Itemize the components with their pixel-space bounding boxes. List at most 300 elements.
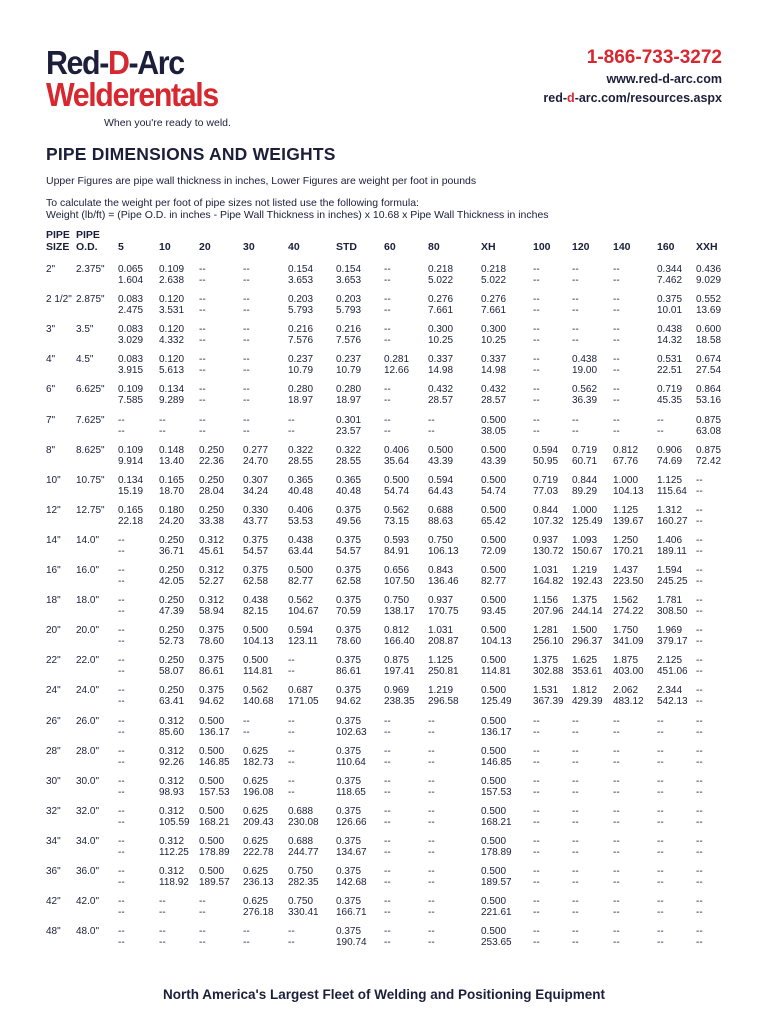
pipe-size-cell: 28" bbox=[46, 745, 61, 757]
wall-thickness-value: -- bbox=[533, 324, 540, 336]
weight-per-foot-value: 7.576 bbox=[288, 335, 314, 347]
wall-thickness-value: 0.500 bbox=[243, 625, 269, 637]
wall-thickness-value: 1.375 bbox=[533, 655, 559, 667]
wall-thickness-value: -- bbox=[384, 715, 391, 727]
wall-thickness-value: 0.864 bbox=[696, 384, 722, 396]
weight-per-foot-value: 123.11 bbox=[288, 636, 318, 648]
weight-per-foot-value: 28.55 bbox=[288, 455, 314, 467]
wall-thickness-value: -- bbox=[384, 414, 391, 426]
schedule-value-cell bbox=[118, 836, 125, 858]
schedule-value-cell bbox=[336, 384, 361, 406]
weight-per-foot-value: 542.13 bbox=[657, 696, 688, 708]
weight-per-foot-value: 63.44 bbox=[288, 545, 314, 557]
weight-per-foot-value: -- bbox=[428, 816, 435, 828]
schedule-value-cell bbox=[481, 836, 512, 858]
schedule-value-cell bbox=[336, 746, 366, 768]
table-header bbox=[0, 229, 768, 255]
weight-per-foot-value: 178.89 bbox=[199, 846, 230, 858]
wall-thickness-value: -- bbox=[118, 745, 125, 757]
schedule-value-cell bbox=[199, 866, 230, 888]
wall-thickness-value: -- bbox=[613, 866, 620, 877]
wall-thickness-value: -- bbox=[243, 354, 250, 366]
schedule-value-cell bbox=[657, 866, 664, 888]
schedule-value-cell bbox=[481, 294, 506, 316]
wall-thickness-value: 0.375 bbox=[336, 715, 362, 727]
weight-per-foot-value: -- bbox=[613, 726, 620, 738]
wall-thickness-value: 0.875 bbox=[696, 414, 722, 426]
schedule-value-cell bbox=[159, 354, 184, 376]
wall-thickness-value: 0.375 bbox=[336, 805, 362, 817]
table-row bbox=[0, 324, 768, 348]
schedule-value-cell bbox=[572, 324, 579, 346]
wall-thickness-value: -- bbox=[428, 414, 435, 426]
schedule-value-cell bbox=[572, 445, 597, 467]
wall-thickness-value: 0.406 bbox=[288, 504, 314, 516]
wall-thickness-value: 0.600 bbox=[696, 324, 722, 336]
weight-per-foot-value: 49.56 bbox=[336, 515, 362, 527]
schedule-value-cell bbox=[481, 716, 512, 738]
wall-thickness-value: 0.562 bbox=[572, 384, 598, 396]
schedule-value-cell bbox=[696, 354, 721, 376]
weight-per-foot-value: -- bbox=[428, 786, 435, 798]
schedule-value-cell bbox=[657, 264, 682, 286]
schedule-value-cell bbox=[428, 415, 435, 437]
wall-thickness-value: 0.312 bbox=[199, 534, 225, 546]
weight-per-foot-value: 27.54 bbox=[696, 365, 722, 377]
wall-thickness-value: 0.438 bbox=[243, 595, 269, 607]
wall-thickness-value: 0.562 bbox=[243, 685, 269, 697]
schedule-value-cell bbox=[384, 445, 409, 467]
schedule-value-cell bbox=[118, 505, 143, 527]
wall-thickness-value: 1.750 bbox=[613, 625, 639, 637]
schedule-value-cell bbox=[481, 595, 506, 617]
wall-thickness-value: -- bbox=[657, 775, 664, 787]
header-schedule: 10 bbox=[159, 241, 171, 253]
website-link[interactable]: www.red-d-arc.com bbox=[606, 72, 722, 86]
schedule-value-cell bbox=[243, 264, 250, 286]
wall-thickness-value: -- bbox=[696, 775, 703, 787]
wall-thickness-value: -- bbox=[572, 805, 579, 817]
schedule-value-cell bbox=[199, 806, 230, 828]
weight-per-foot-value: 22.36 bbox=[199, 455, 225, 467]
weight-per-foot-value: 9.029 bbox=[696, 275, 722, 286]
weight-per-foot-value: 42.05 bbox=[159, 576, 185, 587]
wall-thickness-value: 0.083 bbox=[118, 324, 144, 336]
weight-per-foot-value: -- bbox=[657, 816, 664, 828]
wall-thickness-value: 1.125 bbox=[657, 474, 683, 486]
weight-per-foot-value: 10.79 bbox=[288, 365, 314, 377]
weight-per-foot-value: 330.41 bbox=[288, 907, 319, 919]
schedule-value-cell bbox=[696, 866, 703, 888]
schedule-value-cell bbox=[199, 896, 206, 918]
wall-thickness-value: 0.937 bbox=[533, 534, 559, 546]
wall-thickness-value: 0.250 bbox=[159, 685, 185, 697]
wall-thickness-value: -- bbox=[428, 835, 435, 847]
wall-thickness-value: -- bbox=[613, 324, 620, 336]
wall-thickness-value: -- bbox=[572, 324, 579, 336]
schedule-value-cell bbox=[243, 685, 274, 707]
schedule-value-cell bbox=[481, 625, 512, 647]
weight-per-foot-value: 12.66 bbox=[384, 365, 410, 377]
wall-thickness-value: 0.148 bbox=[159, 444, 185, 456]
wall-thickness-value: -- bbox=[696, 896, 703, 908]
wall-thickness-value: -- bbox=[288, 655, 295, 667]
weight-per-foot-value: -- bbox=[384, 786, 391, 798]
wall-thickness-value: -- bbox=[118, 866, 125, 877]
wall-thickness-value: 0.500 bbox=[481, 534, 507, 546]
wall-thickness-value: 0.436 bbox=[696, 264, 722, 275]
wall-thickness-value: -- bbox=[199, 324, 206, 336]
schedule-value-cell bbox=[118, 475, 143, 497]
schedule-value-cell bbox=[243, 384, 250, 406]
schedule-value-cell bbox=[696, 896, 703, 918]
schedule-value-cell bbox=[657, 896, 664, 918]
table-row bbox=[0, 625, 768, 649]
weight-per-foot-value: -- bbox=[288, 425, 295, 437]
pipe-od-cell: 22.0" bbox=[76, 655, 100, 667]
weight-per-foot-value: -- bbox=[118, 846, 125, 858]
weight-per-foot-value: -- bbox=[696, 907, 703, 919]
header-schedule: 20 bbox=[199, 241, 211, 253]
schedule-value-cell bbox=[384, 505, 409, 527]
wall-thickness-value: -- bbox=[243, 926, 250, 938]
weight-per-foot-value: 92.26 bbox=[159, 756, 185, 768]
table-row bbox=[0, 384, 768, 408]
wall-thickness-value: 0.312 bbox=[159, 715, 185, 727]
weight-per-foot-value: 13.40 bbox=[159, 455, 185, 467]
weight-per-foot-value: -- bbox=[533, 756, 540, 768]
schedule-value-cell bbox=[428, 926, 435, 948]
schedule-value-cell bbox=[428, 595, 459, 617]
schedule-value-cell bbox=[533, 595, 564, 617]
pipe-size-cell: 48" bbox=[46, 926, 61, 938]
schedule-value-cell bbox=[533, 415, 540, 437]
schedule-value-cell bbox=[428, 866, 435, 888]
weight-per-foot-value: 73.15 bbox=[384, 515, 410, 527]
wall-thickness-value: -- bbox=[657, 715, 664, 727]
wall-thickness-value: -- bbox=[288, 745, 295, 757]
weight-per-foot-value: 28.57 bbox=[481, 395, 507, 407]
pipe-size-cell: 7" bbox=[46, 414, 56, 426]
schedule-value-cell bbox=[657, 746, 664, 768]
wall-thickness-value: 0.594 bbox=[428, 474, 454, 486]
wall-thickness-value: -- bbox=[384, 294, 391, 306]
schedule-value-cell bbox=[481, 505, 506, 527]
wall-thickness-value: -- bbox=[533, 294, 540, 306]
schedule-value-cell bbox=[243, 776, 274, 798]
wall-thickness-value: -- bbox=[118, 595, 125, 607]
weight-per-foot-value: -- bbox=[384, 816, 391, 828]
wall-thickness-value: -- bbox=[696, 595, 703, 607]
pipe-size-cell: 34" bbox=[46, 835, 61, 847]
table-row bbox=[0, 264, 768, 288]
pipe-od-cell: 30.0" bbox=[76, 775, 100, 787]
schedule-value-cell bbox=[288, 384, 313, 406]
wall-thickness-value: 0.083 bbox=[118, 294, 144, 306]
weight-per-foot-value: 77.03 bbox=[533, 485, 559, 497]
weight-per-foot-value: 3.653 bbox=[336, 275, 362, 286]
schedule-value-cell bbox=[533, 896, 540, 918]
schedule-value-cell bbox=[481, 535, 506, 557]
schedule-value-cell bbox=[159, 475, 184, 497]
pipe-od-cell: 8.625" bbox=[76, 444, 105, 456]
phone-number[interactable]: 1-866-733-3272 bbox=[586, 47, 722, 68]
weight-per-foot-value: -- bbox=[533, 786, 540, 798]
weight-per-foot-value: 53.16 bbox=[696, 395, 722, 407]
wall-thickness-value: 0.375 bbox=[336, 534, 362, 546]
weight-per-foot-value: 238.35 bbox=[384, 696, 415, 708]
schedule-value-cell bbox=[533, 746, 540, 768]
weight-per-foot-value: -- bbox=[572, 786, 579, 798]
wall-thickness-value: -- bbox=[384, 745, 391, 757]
wall-thickness-value: 0.688 bbox=[288, 805, 314, 817]
weight-per-foot-value: -- bbox=[243, 275, 250, 286]
wall-thickness-value: 1.406 bbox=[657, 534, 683, 546]
weight-per-foot-value: -- bbox=[118, 576, 125, 587]
table-row bbox=[0, 294, 768, 318]
wall-thickness-value: 0.109 bbox=[118, 444, 144, 456]
wall-thickness-value: -- bbox=[118, 565, 125, 576]
wall-thickness-value: -- bbox=[428, 926, 435, 938]
weight-per-foot-value: 142.68 bbox=[336, 877, 367, 888]
schedule-value-cell bbox=[336, 294, 361, 316]
weight-per-foot-value: -- bbox=[613, 395, 620, 407]
header-schedule: 120 bbox=[572, 241, 590, 253]
weight-per-foot-value: -- bbox=[288, 786, 295, 798]
wall-thickness-value: -- bbox=[288, 715, 295, 727]
wall-thickness-value: 1.875 bbox=[613, 655, 639, 667]
schedule-value-cell bbox=[118, 776, 125, 798]
schedule-value-cell bbox=[159, 655, 184, 677]
weight-per-foot-value: -- bbox=[428, 846, 435, 858]
schedule-value-cell bbox=[384, 685, 415, 707]
wall-thickness-value: 1.594 bbox=[657, 565, 683, 576]
wall-thickness-value: 0.687 bbox=[288, 685, 314, 697]
wall-thickness-value: -- bbox=[428, 866, 435, 877]
schedule-value-cell bbox=[572, 264, 579, 286]
schedule-value-cell bbox=[533, 866, 540, 888]
schedule-value-cell bbox=[159, 836, 189, 858]
wall-thickness-value: 0.432 bbox=[481, 384, 507, 396]
schedule-value-cell bbox=[572, 685, 603, 707]
wall-thickness-value: 0.688 bbox=[428, 504, 454, 516]
wall-thickness-value: 0.438 bbox=[288, 534, 314, 546]
pipe-od-cell: 3.5" bbox=[76, 324, 94, 336]
weight-per-foot-value: -- bbox=[199, 365, 206, 377]
schedule-value-cell bbox=[428, 896, 435, 918]
pipe-od-cell: 12.75" bbox=[76, 504, 105, 516]
weight-per-foot-value: -- bbox=[696, 816, 703, 828]
schedule-value-cell bbox=[533, 445, 558, 467]
weight-per-foot-value: -- bbox=[159, 425, 166, 437]
wall-thickness-value: -- bbox=[243, 414, 250, 426]
wall-thickness-value: 0.203 bbox=[336, 294, 362, 306]
wall-thickness-value: 0.750 bbox=[384, 595, 410, 607]
weight-per-foot-value: 18.70 bbox=[159, 485, 185, 497]
table-row bbox=[0, 866, 768, 890]
wall-thickness-value: 0.500 bbox=[481, 685, 507, 697]
wall-thickness-value: -- bbox=[199, 354, 206, 366]
wall-thickness-value: 0.375 bbox=[199, 655, 225, 667]
wall-thickness-value: 0.625 bbox=[243, 835, 269, 847]
weight-per-foot-value: 47.39 bbox=[159, 606, 185, 618]
wall-thickness-value: 0.165 bbox=[118, 504, 144, 516]
weight-per-foot-value: 1.604 bbox=[118, 275, 144, 286]
wall-thickness-value: 0.625 bbox=[243, 775, 269, 787]
schedule-value-cell bbox=[288, 716, 295, 738]
weight-per-foot-value: 114.81 bbox=[243, 666, 273, 678]
schedule-value-cell bbox=[118, 445, 143, 467]
weight-per-foot-value: 10.25 bbox=[481, 335, 507, 347]
pipe-od-cell: 10.75" bbox=[76, 474, 105, 486]
weight-per-foot-value: 7.661 bbox=[481, 305, 507, 317]
weight-per-foot-value: -- bbox=[159, 937, 166, 949]
schedule-value-cell bbox=[657, 415, 664, 437]
weight-per-foot-value: 115.64 bbox=[657, 485, 687, 497]
weight-per-foot-value: 190.74 bbox=[336, 937, 367, 949]
wall-thickness-value: 0.375 bbox=[657, 294, 683, 306]
schedule-value-cell bbox=[481, 445, 506, 467]
schedule-value-cell bbox=[572, 415, 579, 437]
weight-per-foot-value: 85.60 bbox=[159, 726, 185, 738]
weight-per-foot-value: -- bbox=[572, 846, 579, 858]
schedule-value-cell bbox=[657, 354, 682, 376]
weight-per-foot-value: -- bbox=[572, 937, 579, 949]
weight-per-foot-value: 52.27 bbox=[199, 576, 225, 587]
wall-thickness-value: -- bbox=[243, 384, 250, 396]
schedule-value-cell bbox=[288, 294, 313, 316]
wall-thickness-value: -- bbox=[159, 896, 166, 908]
weight-per-foot-value: 10.79 bbox=[336, 365, 362, 377]
wall-thickness-value: -- bbox=[118, 775, 125, 787]
wall-thickness-value: -- bbox=[428, 715, 435, 727]
weight-per-foot-value: 7.585 bbox=[118, 395, 144, 407]
weight-per-foot-value: 82.77 bbox=[288, 576, 314, 587]
wall-thickness-value: 0.365 bbox=[288, 474, 314, 486]
schedule-value-cell bbox=[572, 776, 579, 798]
weight-per-foot-value: 13.69 bbox=[696, 305, 722, 317]
schedule-value-cell bbox=[613, 836, 620, 858]
weight-per-foot-value: 451.06 bbox=[657, 666, 688, 678]
schedule-value-cell bbox=[428, 836, 435, 858]
resources-link[interactable]: red-d-arc.com/resources.aspx bbox=[543, 91, 722, 105]
weight-per-foot-value: -- bbox=[384, 877, 391, 888]
schedule-value-cell bbox=[613, 746, 620, 768]
schedule-value-cell bbox=[118, 324, 143, 346]
pipe-od-cell: 20.0" bbox=[76, 625, 100, 637]
wall-thickness-value: 0.216 bbox=[288, 324, 314, 336]
weight-per-foot-value: 140.68 bbox=[243, 696, 274, 708]
pipe-size-cell: 10" bbox=[46, 474, 61, 486]
wall-thickness-value: 0.109 bbox=[118, 384, 144, 396]
wall-thickness-value: -- bbox=[428, 805, 435, 817]
pipe-od-cell: 28.0" bbox=[76, 745, 100, 757]
schedule-value-cell bbox=[159, 445, 184, 467]
table-row bbox=[0, 475, 768, 499]
weight-per-foot-value: 89.29 bbox=[572, 485, 598, 497]
weight-per-foot-value: -- bbox=[613, 877, 620, 888]
pipe-size-cell: 14" bbox=[46, 534, 61, 546]
weight-per-foot-value: 168.21 bbox=[199, 816, 230, 828]
wall-thickness-value: 0.375 bbox=[336, 595, 362, 607]
weight-per-foot-value: 157.53 bbox=[199, 786, 230, 798]
schedule-value-cell bbox=[533, 655, 564, 677]
schedule-value-cell bbox=[533, 776, 540, 798]
footer-slogan: North America's Largest Fleet of Welding and Positioning Equipment bbox=[163, 987, 605, 1002]
schedule-value-cell bbox=[288, 535, 313, 557]
schedule-value-cell bbox=[384, 625, 415, 647]
schedule-value-cell bbox=[533, 475, 558, 497]
weight-per-foot-value: 160.27 bbox=[657, 515, 688, 527]
wall-thickness-value: -- bbox=[533, 745, 540, 757]
wall-thickness-value: 0.154 bbox=[336, 264, 362, 275]
pipe-size-cell: 36" bbox=[46, 866, 61, 877]
schedule-value-cell bbox=[613, 866, 620, 888]
weight-per-foot-value: 105.59 bbox=[159, 816, 190, 828]
weight-per-foot-value: -- bbox=[572, 907, 579, 919]
wall-thickness-value: -- bbox=[613, 926, 620, 938]
weight-per-foot-value: 256.10 bbox=[533, 636, 564, 648]
wall-thickness-value: 0.134 bbox=[159, 384, 185, 396]
wall-thickness-value: 0.237 bbox=[288, 354, 314, 366]
wall-thickness-value: -- bbox=[199, 414, 206, 426]
wall-thickness-value: 0.300 bbox=[428, 324, 454, 336]
wall-thickness-value: 0.500 bbox=[481, 715, 507, 727]
table-row bbox=[0, 746, 768, 770]
weight-per-foot-value: -- bbox=[384, 726, 391, 738]
wall-thickness-value: -- bbox=[243, 324, 250, 336]
pipe-size-cell: 2 1/2" bbox=[46, 294, 72, 306]
header-schedule: XXH bbox=[696, 241, 718, 253]
pipe-size-cell: 16" bbox=[46, 565, 61, 576]
weight-per-foot-value: -- bbox=[118, 696, 125, 708]
wall-thickness-value: 1.219 bbox=[428, 685, 454, 697]
wall-thickness-value: -- bbox=[572, 294, 579, 306]
schedule-value-cell bbox=[384, 294, 391, 316]
weight-per-foot-value: 2.475 bbox=[118, 305, 144, 317]
weight-per-foot-value: -- bbox=[118, 545, 125, 557]
wall-thickness-value: -- bbox=[657, 414, 664, 426]
schedule-value-cell bbox=[243, 806, 274, 828]
wall-thickness-value: -- bbox=[696, 715, 703, 727]
weight-per-foot-value: 125.49 bbox=[572, 515, 603, 527]
weight-per-foot-value: 125.49 bbox=[481, 696, 512, 708]
pipe-size-cell: 42" bbox=[46, 896, 61, 908]
logo-wordmark-red-d-arc: Red-D-Arc bbox=[46, 44, 184, 81]
pipe-od-cell: 18.0" bbox=[76, 595, 100, 607]
wall-thickness-value: -- bbox=[696, 835, 703, 847]
weight-per-foot-value: -- bbox=[696, 666, 703, 678]
schedule-value-cell bbox=[384, 264, 391, 286]
pipe-od-cell: 42.0" bbox=[76, 896, 100, 908]
header-schedule: 160 bbox=[657, 241, 675, 253]
schedule-value-cell bbox=[481, 475, 506, 497]
schedule-value-cell bbox=[572, 384, 597, 406]
wall-thickness-value: 1.625 bbox=[572, 655, 598, 667]
wall-thickness-value: 0.276 bbox=[428, 294, 454, 306]
weight-per-foot-value: 14.98 bbox=[481, 365, 507, 377]
weight-per-foot-value: 53.53 bbox=[288, 515, 314, 527]
pipe-size-cell: 8" bbox=[46, 444, 56, 456]
weight-per-foot-value: -- bbox=[613, 365, 620, 377]
wall-thickness-value: 0.500 bbox=[481, 655, 507, 667]
schedule-value-cell bbox=[696, 655, 703, 677]
weight-per-foot-value: -- bbox=[118, 726, 125, 738]
wall-thickness-value: -- bbox=[533, 896, 540, 908]
company-logo bbox=[46, 44, 233, 113]
wall-thickness-value: 0.312 bbox=[199, 595, 225, 607]
wall-thickness-value: 0.500 bbox=[481, 504, 507, 516]
